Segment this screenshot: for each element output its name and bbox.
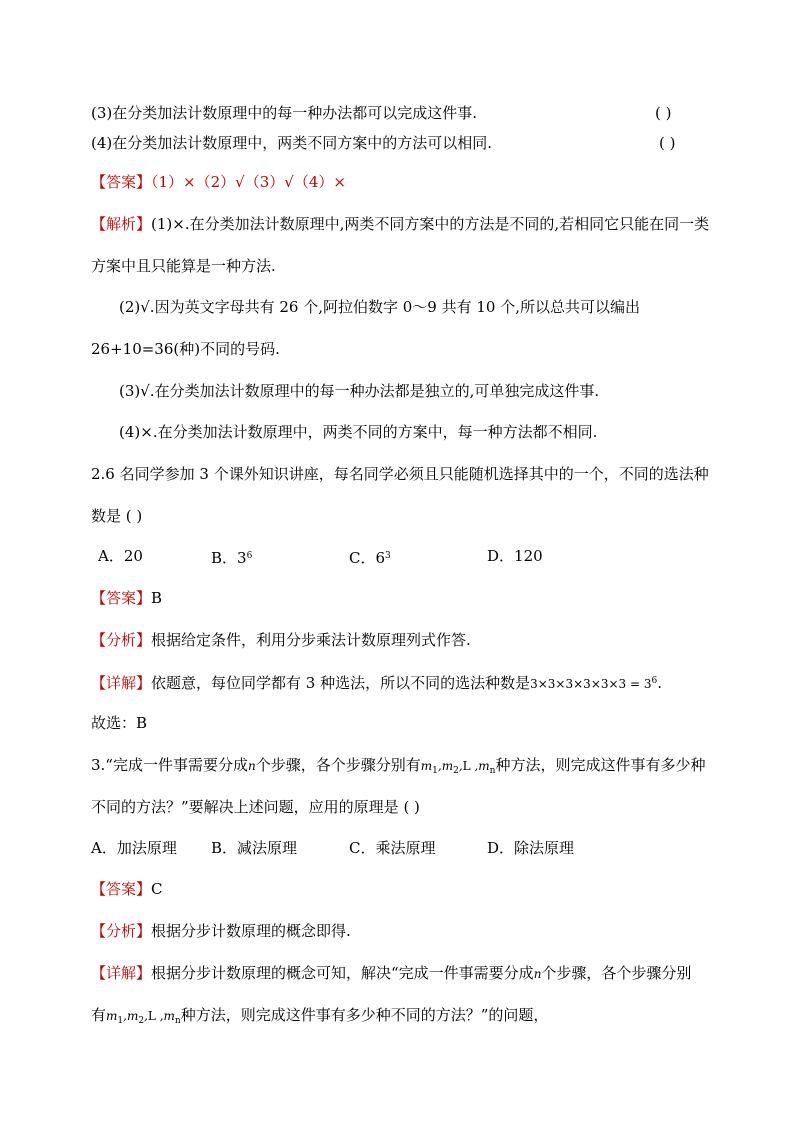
q3-xiangjie-line2: 有$m_1,m_2,L$ $,m_n$种方法，则完成这件事有多少种不同的方法？”的问题，: [91, 1006, 549, 1026]
q3-option-c: C．乘法原理: [349, 839, 436, 857]
q3-n-var: n: [247, 759, 256, 773]
q2-xiangjie: [91, 671, 662, 694]
q3-stem-c: 种方法，则完成这件事有多少种: [495, 756, 706, 774]
q3-stem-a: 3.“完成一件事需要分成: [91, 756, 248, 774]
q3-ellipsis: L: [462, 759, 471, 773]
xiangjie-tag: 【详解】: [91, 964, 152, 982]
q2-stem-line2: 数是 ( ): [91, 507, 143, 525]
xiangjie-text: 根据分步计数原理的概念可知，解决“完成一件事需要分成: [151, 964, 534, 982]
q3-m-var: m: [478, 759, 490, 773]
q2-option-b-exp: 6: [246, 551, 253, 561]
q3-m-var: m: [163, 1009, 175, 1023]
q2-option-b-base: B．3: [211, 549, 247, 567]
fenxi-tag: 【分析】: [91, 631, 152, 649]
xiangjie-l2-a: 有: [91, 1006, 107, 1024]
q3-sub-1: 1: [117, 1016, 124, 1026]
q3-answer: [91, 879, 163, 899]
q2-fenxi: [91, 630, 471, 650]
q3-ellipsis: L: [147, 1009, 156, 1023]
q2-option-a: A．20: [98, 547, 143, 565]
xiangjie-l2-b: 种方法，则完成这件事有多少种不同的方法？”的问题，: [180, 1006, 549, 1024]
q2-option-c-base: C．6: [349, 549, 386, 567]
q3-sub-2: 2: [138, 1016, 145, 1026]
q1-analysis-1-line1: [91, 214, 709, 234]
q3-option-a: A．加法原理: [91, 839, 177, 857]
q3-n-var: n: [533, 967, 542, 981]
xiangjie-end: .: [657, 674, 663, 692]
q1-item4: (4)在分类加法计数原理中，两类不同方案中的方法可以相同.: [91, 134, 493, 152]
q2-stem-line1: 2.6 名同学参加 3 个课外知识讲座，每名同学必须且只能随机选择其中的一个，不同的选法种: [91, 465, 709, 483]
q3-sub-n: n: [174, 1016, 181, 1026]
q2-answer: [91, 588, 162, 608]
answer-tag: 【答案】: [91, 589, 152, 607]
answer-tag: 【答案】: [91, 173, 152, 191]
answer-text: C: [151, 880, 163, 898]
q1-analysis-3: (3)√.在分类加法计数原理中的每一种办法都是独立的,可单独完成这件事.: [119, 382, 600, 400]
q2-conclusion: 故选：B: [91, 714, 148, 732]
q1-item3: (3)在分类加法计数原理中的每一种办法都可以完成这件事.: [91, 104, 478, 122]
answer-tag: 【答案】: [91, 880, 152, 898]
q3-xiangjie-line1: [91, 963, 691, 984]
fenxi-text: 根据给定条件，利用分步乘法计数原理列式作答.: [151, 631, 471, 649]
q3-stem-line2: 不同的方法？”要解决上述问题，应用的原理是 ( ): [91, 798, 420, 816]
xiangjie-text: 依题意，每位同学都有 3 种选法，所以不同的选法种数是: [151, 674, 531, 692]
fenxi-tag: 【分析】: [91, 922, 152, 940]
xiangjie-formula: 3×3×3×3×3×3 = 3: [530, 677, 652, 691]
q1-item3-paren: ( ): [655, 104, 672, 122]
q2-option-c: [349, 546, 391, 568]
q3-m-var: m: [126, 1009, 139, 1023]
q1-item4-paren: ( ): [659, 134, 676, 152]
q3-stem-line1: 3.“完成一件事需要分成n个步骤，各个步骤分别有$m_1,m_2,L$ $,m_n$种方法，则完成这件事有多少种: [91, 756, 706, 776]
q1-answer: [91, 172, 346, 192]
q2-option-c-exp: 3: [385, 551, 391, 561]
q2-option-b: [211, 546, 252, 568]
q2-option-d: D．120: [487, 547, 543, 565]
q3-sub-2: 2: [453, 766, 459, 776]
q3-sub-n: n: [489, 766, 496, 776]
q3-sub-1: 1: [432, 766, 438, 776]
answer-text: B: [151, 589, 163, 607]
q1-analysis-4: (4)×.在分类加法计数原理中，两类不同的方案中，每一种方法都不相同.: [119, 423, 598, 441]
q1-analysis-2-line2: 26+10=36(种)不同的号码.: [91, 340, 280, 358]
analysis-text: (1)×.在分类加法计数原理中,两类不同方案中的方法是不同的,若相同它只能在同一类: [151, 215, 710, 233]
q3-fenxi: [91, 921, 351, 941]
answer-text: （1）×（2）√（3）√（4）×: [151, 173, 346, 191]
q1-analysis-2-line1: (2)√.因为英文字母共有 26 个,阿拉伯数字 0～9 共有 10 个,所以总共可以编出: [119, 298, 640, 316]
q3-option-b: B．减法原理: [211, 839, 298, 857]
xiangjie-tag: 【详解】: [91, 674, 152, 692]
xiangjie-exp: 6: [651, 676, 658, 686]
q3-m-var: m: [441, 759, 454, 773]
fenxi-text: 根据分步计数原理的概念即得.: [151, 922, 351, 940]
analysis-tag: 【解析】: [91, 215, 152, 233]
q3-m-var: m: [106, 1009, 118, 1023]
q3-m-var: m: [420, 759, 433, 773]
q3-stem-b: 个步骤，各个步骤分别有: [255, 756, 421, 774]
q1-analysis-1-line2: 方案中且只能算是一种方法.: [91, 257, 276, 275]
q3-option-d: D．除法原理: [487, 839, 575, 857]
xiangjie-text-b: 个步骤，各个步骤分别: [541, 964, 692, 982]
